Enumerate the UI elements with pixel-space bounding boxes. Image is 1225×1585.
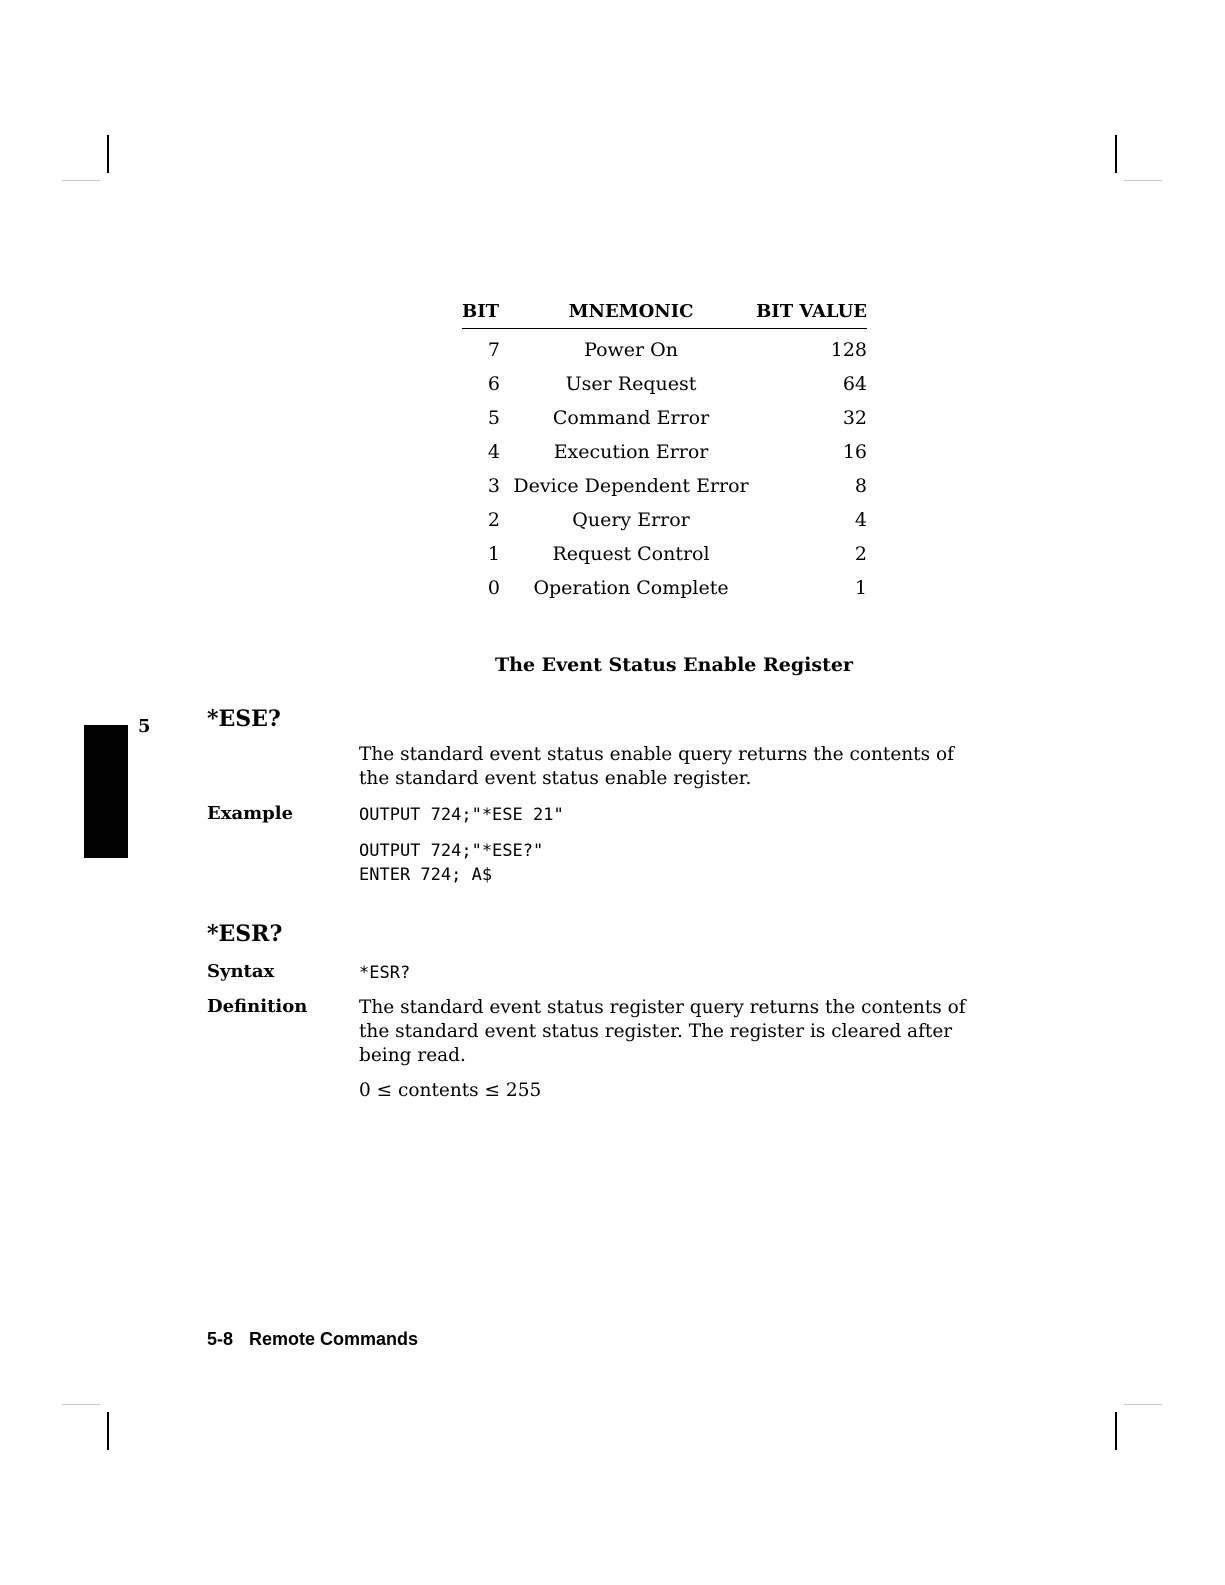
row-mnemonic: Request Control xyxy=(552,543,710,565)
crop-line-bottom-left xyxy=(62,1404,100,1405)
syntax-label: Syntax xyxy=(207,961,275,982)
row-value: 1 xyxy=(854,577,867,599)
crop-line-top-right xyxy=(1124,180,1162,181)
row-value: 8 xyxy=(854,475,867,497)
table-header-row xyxy=(462,301,867,329)
example-line-3: ENTER 724; A$ xyxy=(359,865,493,885)
crop-mark-top-right xyxy=(1115,135,1117,173)
row-value: 32 xyxy=(842,407,867,429)
row-mnemonic: Device Dependent Error xyxy=(513,475,749,497)
row-value: 2 xyxy=(854,543,867,565)
row-bit: 0 xyxy=(487,577,500,599)
row-bit: 7 xyxy=(487,339,500,361)
example-label: Example xyxy=(207,803,294,824)
row-bit: 4 xyxy=(487,441,500,463)
crop-mark-bottom-left xyxy=(107,1412,109,1450)
syntax-value: *ESR? xyxy=(359,963,411,983)
row-value: 4 xyxy=(854,509,867,531)
table-row xyxy=(462,537,867,571)
row-bit: 2 xyxy=(487,509,500,531)
crop-mark-top-left xyxy=(107,135,109,173)
row-mnemonic: Operation Complete xyxy=(533,577,729,599)
crop-line-bottom-right xyxy=(1124,1404,1162,1405)
chapter-number: 5 xyxy=(138,716,151,737)
row-mnemonic: Command Error xyxy=(552,407,710,429)
table-row xyxy=(462,329,867,368)
example-line-2: OUTPUT 724;"*ESE?" xyxy=(359,841,544,861)
row-mnemonic: Power On xyxy=(584,339,678,361)
footer-section-title: Remote Commands xyxy=(249,1329,419,1349)
table-row xyxy=(462,503,867,537)
header-mnemonic: MNEMONIC xyxy=(506,301,756,329)
ese-query-description: The standard event status enable query returns the contents of the standard event status enable register. xyxy=(359,744,954,789)
definition-text: The standard event status register query returns the contents of the standard event status register. The register is cleared after being read. xyxy=(359,997,966,1066)
header-bit-value: BIT VALUE xyxy=(756,301,867,329)
row-mnemonic: Execution Error xyxy=(553,441,709,463)
row-bit: 5 xyxy=(487,407,500,429)
footer-page-number: 5-8 xyxy=(207,1329,234,1349)
table-row xyxy=(462,401,867,435)
row-bit: 6 xyxy=(487,373,500,395)
row-value: 128 xyxy=(830,339,867,361)
table-row xyxy=(462,435,867,469)
row-value: 64 xyxy=(842,373,867,395)
crop-mark-bottom-right xyxy=(1115,1412,1117,1450)
row-mnemonic: Query Error xyxy=(572,509,690,531)
ese-query-heading: *ESE? xyxy=(207,706,281,732)
chapter-thumb-tab xyxy=(84,725,128,858)
table-row xyxy=(462,469,867,503)
row-value: 16 xyxy=(842,441,867,463)
example-line-1: OUTPUT 724;"*ESE 21" xyxy=(359,805,564,825)
event-status-enable-table xyxy=(462,301,867,605)
header-bit: BIT xyxy=(462,301,506,329)
definition-label: Definition xyxy=(207,996,308,1017)
row-mnemonic: User Request xyxy=(565,373,697,395)
table-row xyxy=(462,571,867,605)
row-bit: 1 xyxy=(487,543,500,565)
contents-range: 0 ≤ contents ≤ 255 xyxy=(359,1080,542,1101)
row-bit: 3 xyxy=(487,475,500,497)
crop-line-top-left xyxy=(62,180,100,181)
esr-query-heading: *ESR? xyxy=(207,921,283,947)
table-caption: The Event Status Enable Register xyxy=(495,654,853,676)
page-footer xyxy=(207,1329,418,1350)
table-row xyxy=(462,367,867,401)
